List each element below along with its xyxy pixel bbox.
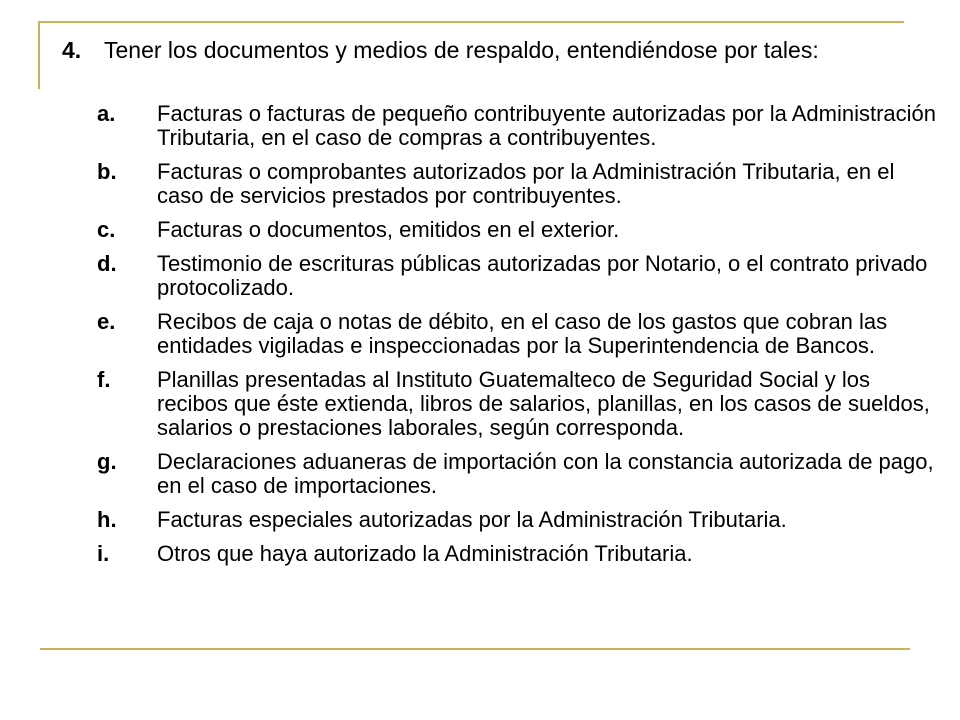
requirements-list xyxy=(97,102,937,576)
item-letter: i. xyxy=(97,541,110,566)
list-item-a xyxy=(97,102,937,150)
item-text: Facturas o documentos, emitidos en el exterior. xyxy=(157,217,620,242)
top-divider xyxy=(40,21,904,23)
item-letter: b. xyxy=(97,159,117,184)
section-title: Tener los documentos y medios de respaldo, entendiéndose por tales: xyxy=(104,37,819,63)
item-text: Testimonio de escrituras públicas autorizadas por Notario, o el contrato privado protocolizado. xyxy=(157,251,928,300)
list-item-d xyxy=(97,252,937,300)
item-text: Facturas o comprobantes autorizados por la Administración Tributaria, en el caso de servicios prestados por contribuyentes. xyxy=(157,159,895,208)
item-text: Facturas especiales autorizadas por la Administración Tributaria. xyxy=(157,507,787,532)
left-divider xyxy=(38,21,40,89)
item-letter: c. xyxy=(97,217,116,242)
list-item-f xyxy=(97,368,937,440)
item-text: Facturas o facturas de pequeño contribuyente autorizadas por la Administración Tributaria, en el caso de compras a contribuyentes. xyxy=(157,101,937,150)
item-letter: h. xyxy=(97,507,117,532)
item-letter: d. xyxy=(97,251,117,276)
item-text: Recibos de caja o notas de débito, en el caso de los gastos que cobran las entidades vigiladas e inspeccionadas por la Superintendencia de Bancos. xyxy=(157,309,888,358)
list-item-i xyxy=(97,542,937,566)
item-letter: g. xyxy=(97,449,117,474)
item-letter: a. xyxy=(97,101,116,126)
item-text: Planillas presentadas al Instituto Guatemalteco de Seguridad Social y los recibos que éste extienda, libros de salarios, planillas, en los casos de sueldos, salarios o prestaciones laborales, según corresponda. xyxy=(157,367,930,440)
item-letter: e. xyxy=(97,309,116,334)
item-text: Declaraciones aduaneras de importación con la constancia autorizada de pago, en el caso de importaciones. xyxy=(157,449,934,498)
item-letter: f. xyxy=(97,367,111,392)
list-item-h xyxy=(97,508,937,532)
bottom-divider xyxy=(40,648,910,650)
section-heading xyxy=(62,35,819,65)
list-item-e xyxy=(97,310,937,358)
list-item-b xyxy=(97,160,937,208)
list-item-c xyxy=(97,218,937,242)
section-number: 4. xyxy=(62,37,82,63)
list-item-g xyxy=(97,450,937,498)
item-text: Otros que haya autorizado la Administración Tributaria. xyxy=(157,541,693,566)
